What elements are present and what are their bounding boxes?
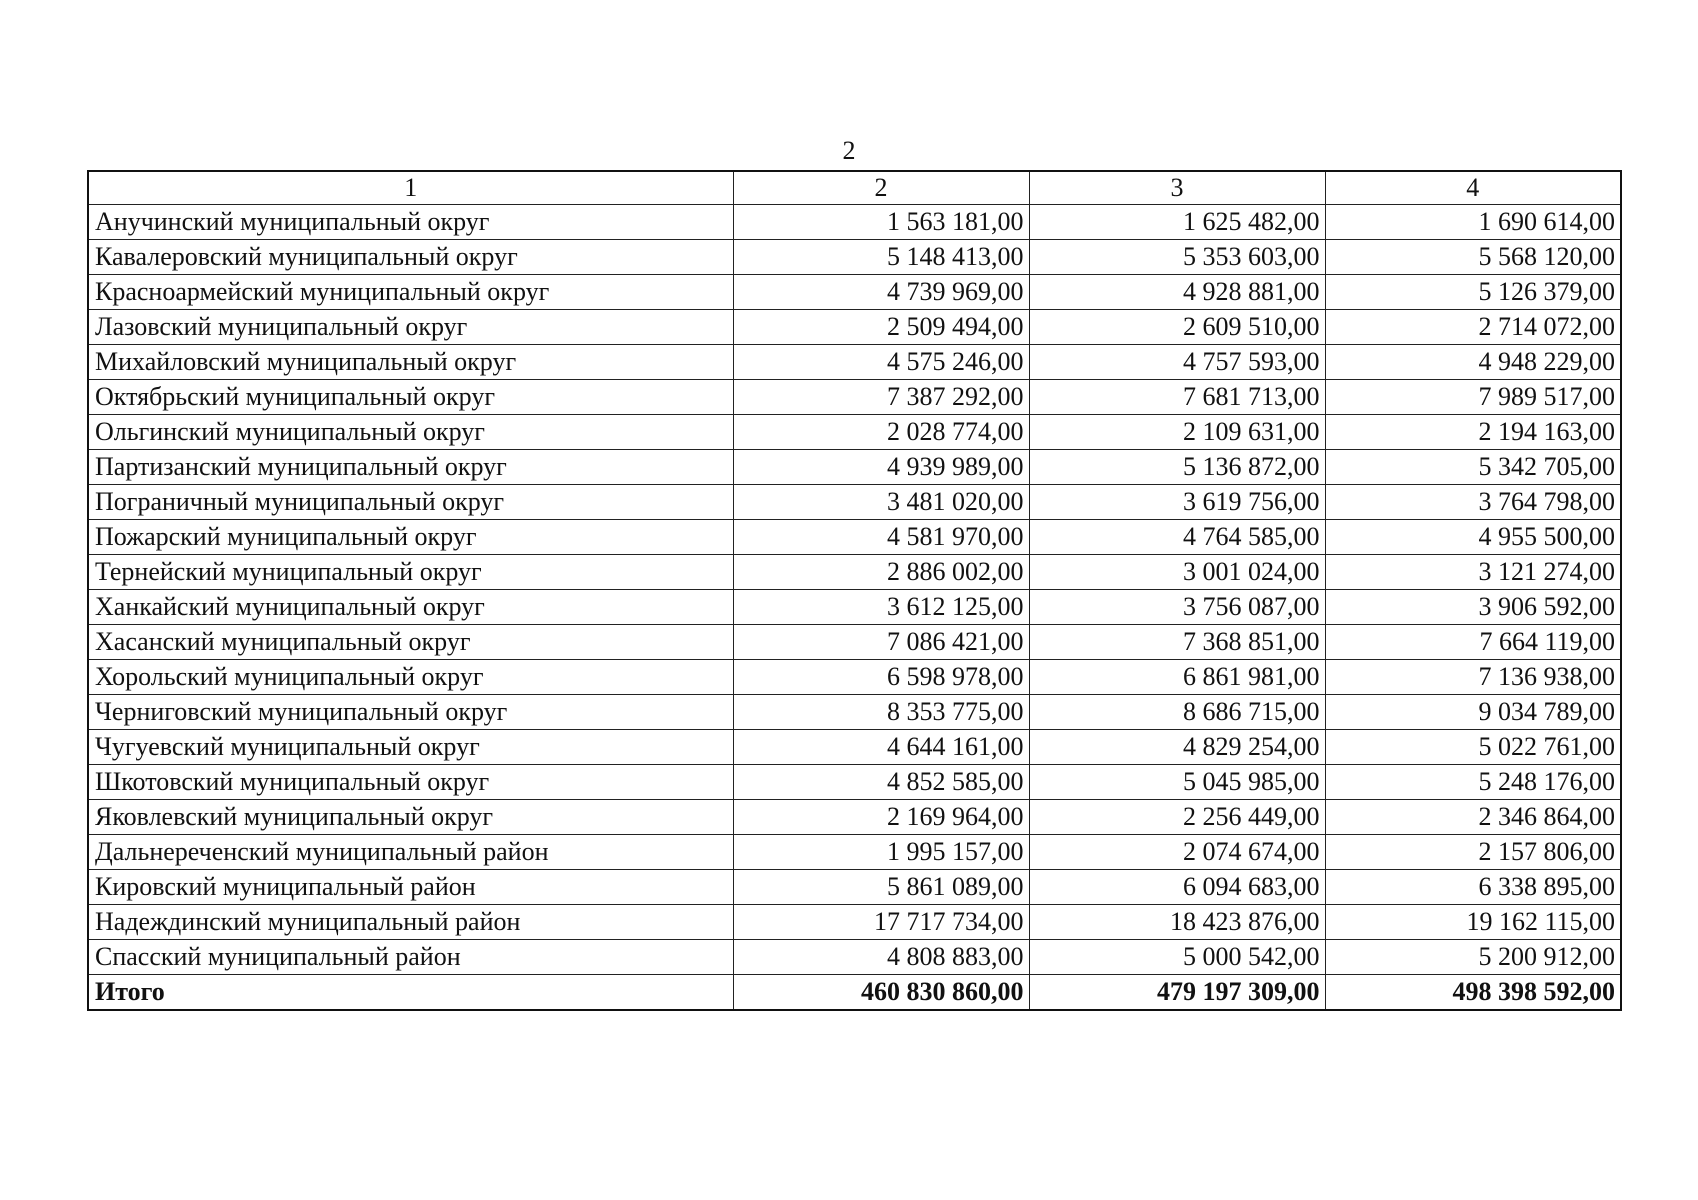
table-row (88, 555, 1621, 590)
value-col3-cell: 7 368 851,00 (1029, 625, 1325, 660)
table-header-row (88, 171, 1621, 205)
value-col2-cell: 3 612 125,00 (733, 590, 1029, 625)
municipality-name-cell: Тернейский муниципальный округ (88, 555, 733, 590)
table-row (88, 660, 1621, 695)
value-col4-cell: 4 948 229,00 (1325, 345, 1621, 380)
value-col3-cell: 18 423 876,00 (1029, 905, 1325, 940)
value-col4-cell: 2 714 072,00 (1325, 310, 1621, 345)
table-row (88, 765, 1621, 800)
value-col4-cell: 2 194 163,00 (1325, 415, 1621, 450)
value-col2-cell: 8 353 775,00 (733, 695, 1029, 730)
table-row (88, 870, 1621, 905)
municipality-name-cell: Кировский муниципальный район (88, 870, 733, 905)
municipality-name-cell: Анучинский муниципальный округ (88, 205, 733, 240)
value-col4-cell: 3 121 274,00 (1325, 555, 1621, 590)
value-col3-cell: 5 000 542,00 (1029, 940, 1325, 975)
municipality-name-cell: Пожарский муниципальный округ (88, 520, 733, 555)
municipality-name-cell: Надеждинский муниципальный район (88, 905, 733, 940)
value-col2-cell: 6 598 978,00 (733, 660, 1029, 695)
column-header-2: 2 (733, 171, 1029, 205)
value-col4-cell: 5 200 912,00 (1325, 940, 1621, 975)
value-col4-cell: 5 126 379,00 (1325, 275, 1621, 310)
value-col3-cell: 1 625 482,00 (1029, 205, 1325, 240)
value-col3-cell: 4 829 254,00 (1029, 730, 1325, 765)
municipality-name-cell: Яковлевский муниципальный округ (88, 800, 733, 835)
municipality-name-cell: Партизанский муниципальный округ (88, 450, 733, 485)
value-col4-cell: 2 157 806,00 (1325, 835, 1621, 870)
value-col4-cell: 4 955 500,00 (1325, 520, 1621, 555)
municipality-name-cell: Дальнереченский муниципальный район (88, 835, 733, 870)
value-col3-cell: 7 681 713,00 (1029, 380, 1325, 415)
value-col2-cell: 460 830 860,00 (733, 975, 1029, 1011)
total-row (88, 975, 1621, 1011)
value-col3-cell: 5 353 603,00 (1029, 240, 1325, 275)
value-col3-cell: 5 136 872,00 (1029, 450, 1325, 485)
municipality-name-cell: Итого (88, 975, 733, 1011)
value-col2-cell: 2 509 494,00 (733, 310, 1029, 345)
table-row (88, 940, 1621, 975)
value-col3-cell: 4 928 881,00 (1029, 275, 1325, 310)
value-col3-cell: 4 757 593,00 (1029, 345, 1325, 380)
value-col2-cell: 2 169 964,00 (733, 800, 1029, 835)
value-col2-cell: 4 739 969,00 (733, 275, 1029, 310)
value-col3-cell: 3 001 024,00 (1029, 555, 1325, 590)
value-col2-cell: 3 481 020,00 (733, 485, 1029, 520)
table-row (88, 310, 1621, 345)
table-row (88, 625, 1621, 660)
value-col2-cell: 2 028 774,00 (733, 415, 1029, 450)
municipality-name-cell: Шкотовский муниципальный округ (88, 765, 733, 800)
table-row (88, 205, 1621, 240)
municipality-name-cell: Ольгинский муниципальный округ (88, 415, 733, 450)
table-row (88, 590, 1621, 625)
value-col4-cell: 1 690 614,00 (1325, 205, 1621, 240)
value-col3-cell: 4 764 585,00 (1029, 520, 1325, 555)
value-col4-cell: 3 764 798,00 (1325, 485, 1621, 520)
table-row (88, 835, 1621, 870)
municipality-name-cell: Красноармейский муниципальный округ (88, 275, 733, 310)
value-col3-cell: 8 686 715,00 (1029, 695, 1325, 730)
table-row (88, 485, 1621, 520)
table-row (88, 345, 1621, 380)
municipality-name-cell: Кавалеровский муниципальный округ (88, 240, 733, 275)
value-col2-cell: 7 387 292,00 (733, 380, 1029, 415)
value-col4-cell: 498 398 592,00 (1325, 975, 1621, 1011)
value-col3-cell: 6 094 683,00 (1029, 870, 1325, 905)
value-col2-cell: 7 086 421,00 (733, 625, 1029, 660)
value-col4-cell: 3 906 592,00 (1325, 590, 1621, 625)
value-col3-cell: 3 756 087,00 (1029, 590, 1325, 625)
municipality-name-cell: Хорольский муниципальный округ (88, 660, 733, 695)
value-col3-cell: 6 861 981,00 (1029, 660, 1325, 695)
table-row (88, 240, 1621, 275)
value-col3-cell: 3 619 756,00 (1029, 485, 1325, 520)
column-header-1: 1 (88, 171, 733, 205)
table-row (88, 275, 1621, 310)
table-row (88, 695, 1621, 730)
page-number: 2 (842, 136, 856, 165)
value-col2-cell: 5 861 089,00 (733, 870, 1029, 905)
value-col2-cell: 4 581 970,00 (733, 520, 1029, 555)
value-col2-cell: 4 939 989,00 (733, 450, 1029, 485)
municipality-name-cell: Черниговский муниципальный округ (88, 695, 733, 730)
value-col2-cell: 5 148 413,00 (733, 240, 1029, 275)
value-col3-cell: 2 256 449,00 (1029, 800, 1325, 835)
column-header-4: 4 (1325, 171, 1621, 205)
value-col2-cell: 4 644 161,00 (733, 730, 1029, 765)
value-col2-cell: 1 995 157,00 (733, 835, 1029, 870)
value-col2-cell: 4 852 585,00 (733, 765, 1029, 800)
value-col2-cell: 4 575 246,00 (733, 345, 1029, 380)
municipality-name-cell: Ханкайский муниципальный округ (88, 590, 733, 625)
value-col4-cell: 7 136 938,00 (1325, 660, 1621, 695)
value-col4-cell: 6 338 895,00 (1325, 870, 1621, 905)
table-row (88, 520, 1621, 555)
table-row (88, 415, 1621, 450)
value-col4-cell: 7 989 517,00 (1325, 380, 1621, 415)
value-col2-cell: 17 717 734,00 (733, 905, 1029, 940)
value-col4-cell: 5 022 761,00 (1325, 730, 1621, 765)
value-col3-cell: 479 197 309,00 (1029, 975, 1325, 1011)
value-col2-cell: 4 808 883,00 (733, 940, 1029, 975)
value-col4-cell: 5 342 705,00 (1325, 450, 1621, 485)
value-col3-cell: 2 074 674,00 (1029, 835, 1325, 870)
value-col4-cell: 5 248 176,00 (1325, 765, 1621, 800)
table-body (88, 171, 1621, 1010)
table-row (88, 450, 1621, 485)
value-col4-cell: 5 568 120,00 (1325, 240, 1621, 275)
budget-table (87, 170, 1622, 1011)
value-col4-cell: 19 162 115,00 (1325, 905, 1621, 940)
municipality-name-cell: Октябрьский муниципальный округ (88, 380, 733, 415)
value-col2-cell: 2 886 002,00 (733, 555, 1029, 590)
table-row (88, 905, 1621, 940)
value-col3-cell: 2 609 510,00 (1029, 310, 1325, 345)
value-col4-cell: 7 664 119,00 (1325, 625, 1621, 660)
value-col3-cell: 5 045 985,00 (1029, 765, 1325, 800)
value-col2-cell: 1 563 181,00 (733, 205, 1029, 240)
table-row (88, 730, 1621, 765)
value-col3-cell: 2 109 631,00 (1029, 415, 1325, 450)
municipality-name-cell: Хасанский муниципальный округ (88, 625, 733, 660)
municipality-name-cell: Чугуевский муниципальный округ (88, 730, 733, 765)
value-col4-cell: 2 346 864,00 (1325, 800, 1621, 835)
municipality-name-cell: Спасский муниципальный район (88, 940, 733, 975)
table-row (88, 380, 1621, 415)
municipality-name-cell: Лазовский муниципальный округ (88, 310, 733, 345)
municipality-name-cell: Пограничный муниципальный округ (88, 485, 733, 520)
table-row (88, 800, 1621, 835)
column-header-3: 3 (1029, 171, 1325, 205)
value-col4-cell: 9 034 789,00 (1325, 695, 1621, 730)
municipality-name-cell: Михайловский муниципальный округ (88, 345, 733, 380)
